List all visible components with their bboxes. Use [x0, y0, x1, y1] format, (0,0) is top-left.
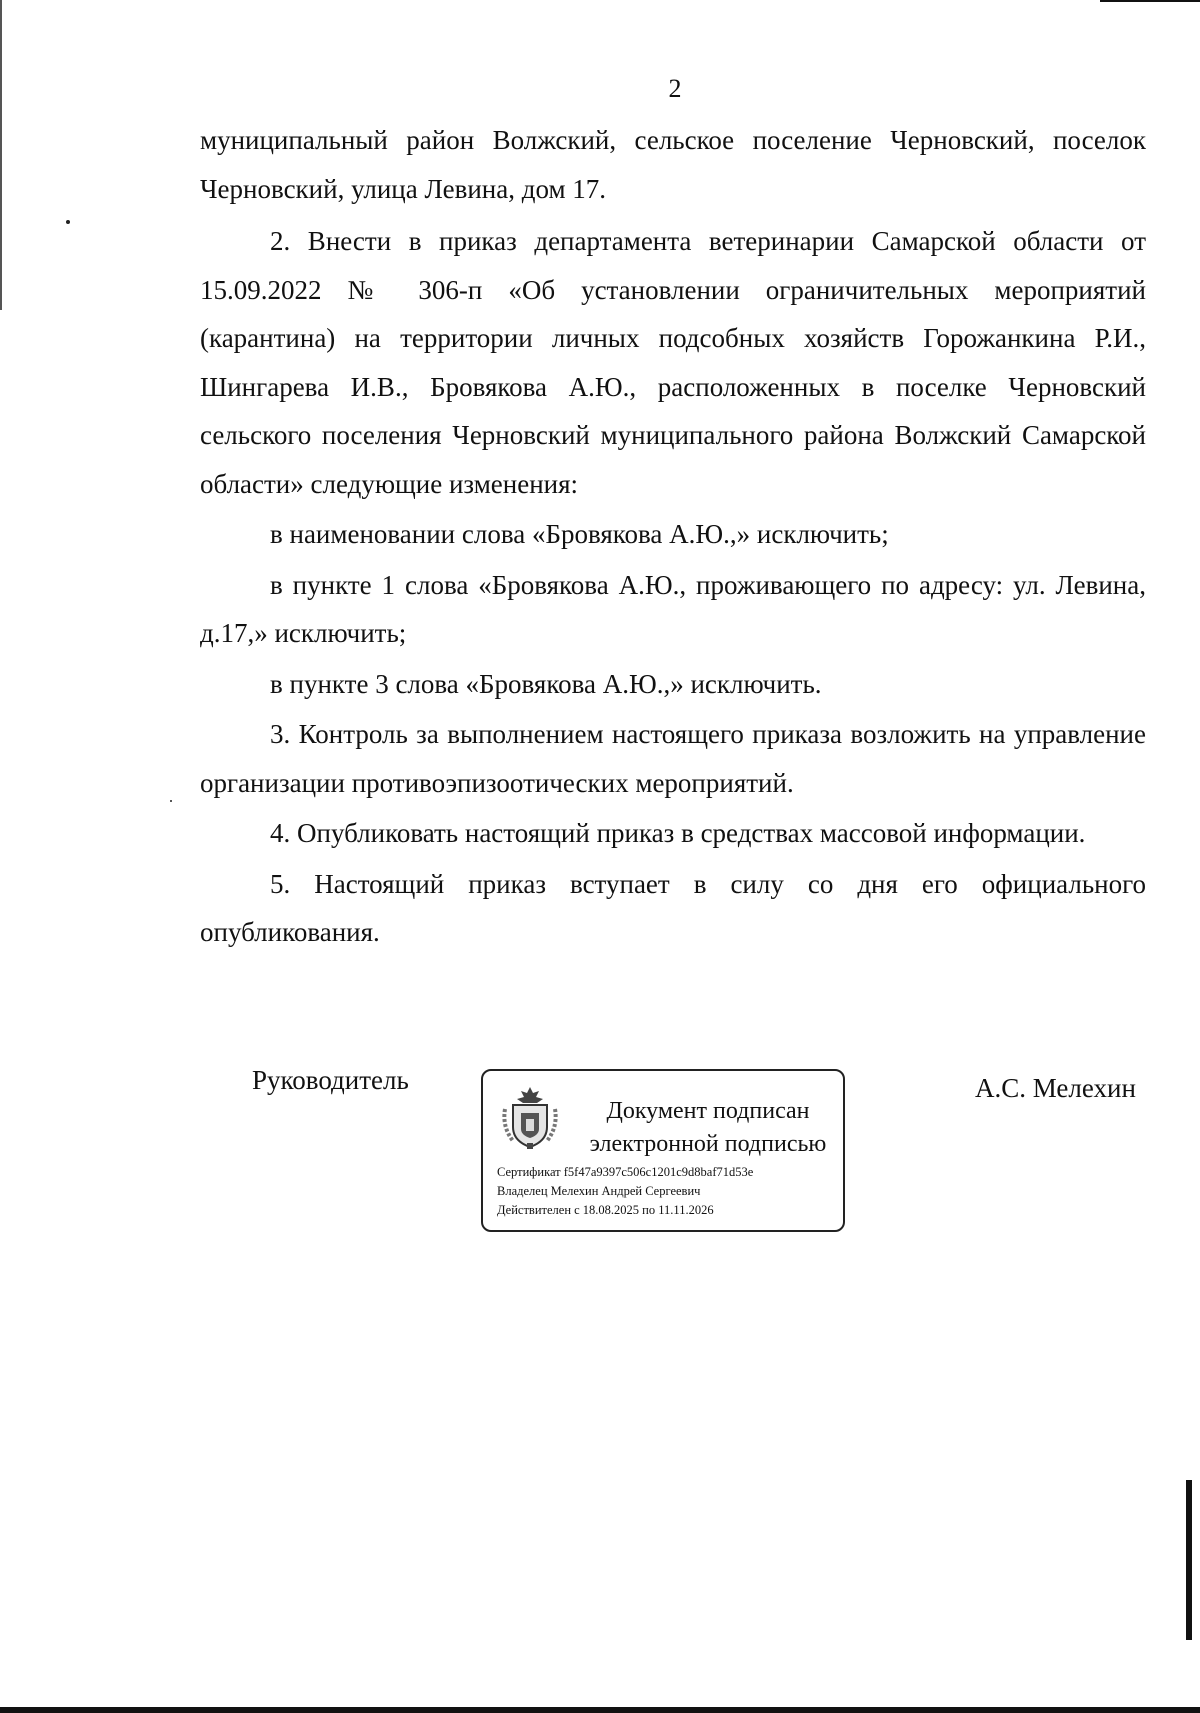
paragraph-item-2: 2. Внести в приказ департамента ветеринарии Самарской области от 15.09.2022 № 306-п «Об установлении ограничительных мероприятий (карантина) на территории личных подсобных хозяйств Горожанкина Р.И., Шингарева И.В., Бровякова А.Ю., расположенных в поселке Черновский сельского поселения Черновский муниципального района Волжский Самарской области» следующие изменения:	[200, 226, 1146, 499]
page-number: 2	[668, 74, 682, 103]
paragraph-item-4: 4. Опубликовать настоящий приказ в средствах массовой информации.	[270, 818, 1086, 848]
paragraph-address-continuation: муниципальный район Волжский, сельское поселение Черновский, поселок Черновский, улица Левина, дом 17.	[200, 125, 1146, 204]
stamp-title-line-1: Документ подписан	[606, 1098, 810, 1124]
paragraph-change-title: в наименовании слова «Бровякова А.Ю.,» исключить;	[270, 519, 889, 549]
coat-of-arms-icon	[499, 1083, 561, 1153]
scan-edge-left	[0, 0, 2, 310]
scan-speck	[170, 800, 172, 802]
certificate-number: Сертификат f5f47a9397c506c1201c9d8baf71d53e	[497, 1165, 754, 1179]
certificate-validity: Действителен с 18.08.2025 по 11.11.2026	[497, 1203, 714, 1217]
scan-speck	[66, 220, 70, 224]
scan-edge-top	[1100, 0, 1200, 2]
certificate-owner: Владелец Мелехин Андрей Сергеевич	[497, 1184, 701, 1198]
document-body	[200, 116, 1146, 957]
paragraph-item-5: 5. Настоящий приказ вступает в силу со дня его официального опубликования.	[200, 868, 1146, 947]
signatory-role: Руководитель	[252, 1065, 409, 1095]
stamp-title	[573, 1095, 843, 1161]
scan-edge-right	[1186, 1480, 1192, 1640]
stamp-details	[497, 1163, 753, 1220]
stamp-title-line-2: электронной подписью	[589, 1131, 827, 1157]
paragraph-change-point-3: в пункте 3 слова «Бровякова А.Ю.,» исключить.	[270, 668, 822, 699]
paragraph-item-3: 3. Контроль за выполнением настоящего приказа возложить на управление организации противоэпизоотических мероприятий.	[200, 719, 1146, 798]
electronic-signature-stamp	[481, 1069, 845, 1232]
signatory-name: А.С. Мелехин	[975, 1073, 1136, 1103]
paragraph-change-point-1: в пункте 1 слова «Бровякова А.Ю., проживающего по адресу: ул. Левина, д.17,» исключить;	[200, 569, 1146, 648]
scan-edge-bottom	[0, 1707, 1200, 1713]
